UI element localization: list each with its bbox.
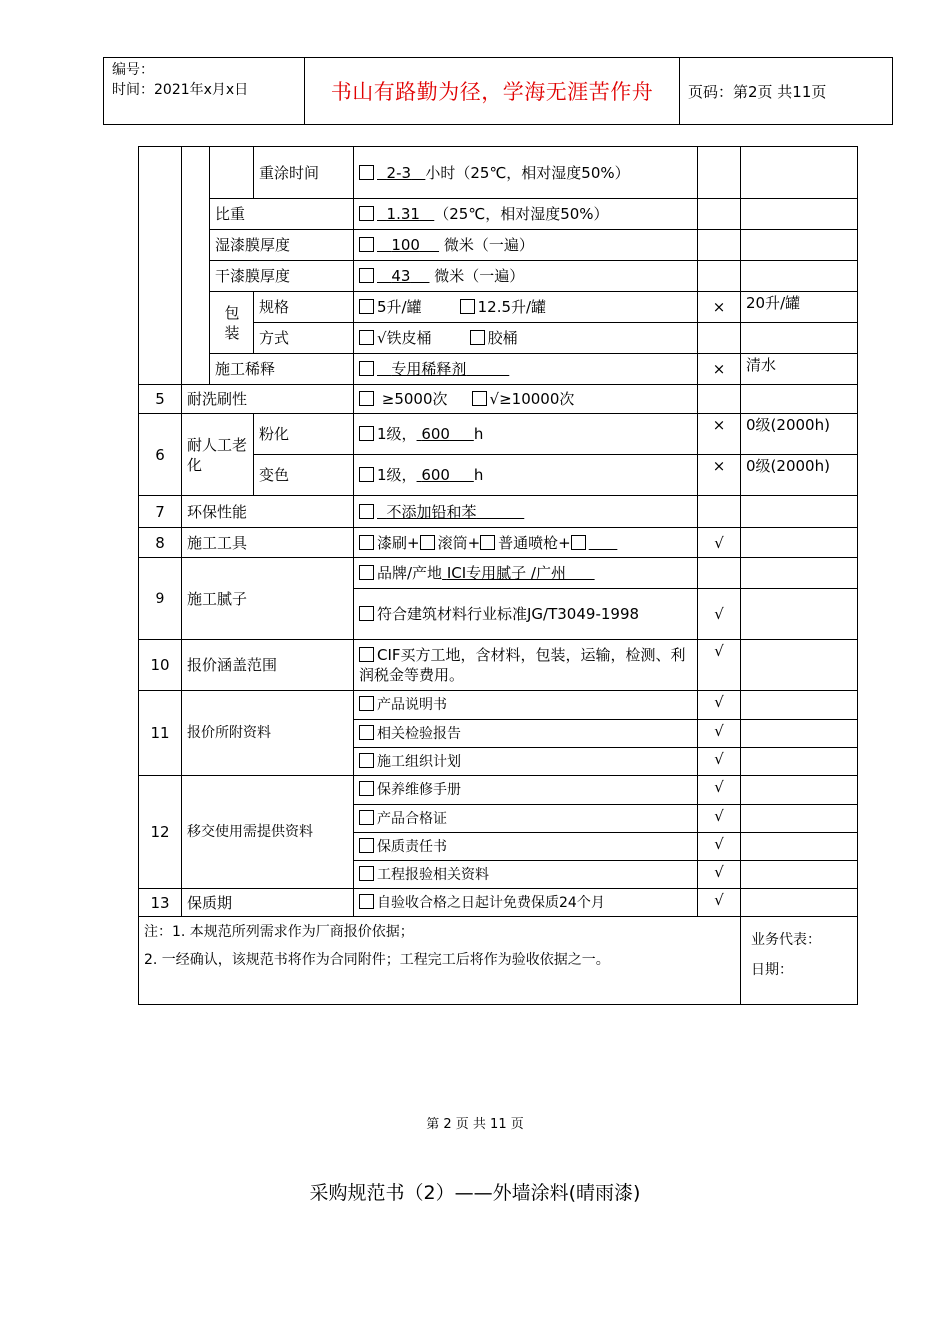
recoat-time-value: 2-3 bbox=[386, 163, 412, 182]
putty-brand-prefix: 品牌/产地 bbox=[377, 564, 443, 582]
chalking-value: 600 bbox=[421, 425, 450, 443]
list-item: 施工组织计划 bbox=[377, 753, 461, 770]
header-page-info: 页码：第2页 共11页 bbox=[688, 82, 827, 101]
checkbox[interactable] bbox=[359, 361, 374, 376]
table-row bbox=[139, 199, 858, 230]
packaging-spec-note: 20升/罐 bbox=[741, 292, 858, 323]
checkbox[interactable] bbox=[359, 894, 374, 909]
row-number: 9 bbox=[139, 558, 182, 640]
tool-spray-gun: 普通喷枪+ bbox=[498, 533, 571, 552]
checkbox[interactable] bbox=[470, 330, 485, 345]
spec-table bbox=[138, 146, 858, 1005]
list-item: 产品合格证 bbox=[377, 810, 447, 827]
representative-label: 业务代表： bbox=[751, 932, 821, 948]
checkbox[interactable] bbox=[359, 237, 374, 252]
packaging-method-option-1: √铁皮桶 bbox=[377, 329, 432, 347]
list-item: 产品说明书 bbox=[377, 697, 447, 713]
wet-film-label: 湿漆膜厚度 bbox=[210, 230, 354, 261]
check-mark: √ bbox=[698, 833, 741, 861]
row-number: 10 bbox=[139, 640, 182, 691]
row-number: 6 bbox=[139, 414, 182, 496]
checkbox[interactable] bbox=[359, 206, 374, 221]
row-number: 13 bbox=[139, 889, 182, 917]
packaging-spec-option-2: 12.5升/罐 bbox=[477, 298, 547, 316]
checkbox[interactable] bbox=[359, 467, 374, 482]
eco-value: 不添加铅和苯 bbox=[386, 502, 477, 521]
discoloration-note: 0级(2000h) bbox=[741, 455, 858, 496]
table-row bbox=[139, 261, 858, 292]
checkbox[interactable] bbox=[359, 565, 374, 580]
table-row bbox=[139, 558, 858, 589]
tool-brush: 漆刷+ bbox=[377, 533, 420, 552]
handover-docs-label: 移交使用需提供资料 bbox=[182, 776, 354, 889]
warranty-value: 自验收合格之日起计免费保质24个月 bbox=[377, 894, 605, 911]
chalking-mark: × bbox=[698, 414, 741, 455]
recoat-time-label: 重涂时间 bbox=[254, 147, 354, 199]
discoloration-value: 600 bbox=[421, 466, 450, 484]
putty-mark: √ bbox=[698, 589, 741, 640]
row-number: 11 bbox=[139, 691, 182, 776]
chalking-note: 0级(2000h) bbox=[741, 414, 858, 455]
table-row bbox=[139, 230, 858, 261]
checkbox[interactable] bbox=[359, 725, 374, 740]
dry-film-value: 43 bbox=[391, 267, 411, 285]
warranty-label: 保质期 bbox=[182, 889, 354, 917]
check-mark: √ bbox=[698, 691, 741, 720]
checkbox[interactable] bbox=[359, 330, 374, 345]
chalking-unit: h bbox=[473, 425, 484, 443]
dry-film-label: 干漆膜厚度 bbox=[210, 261, 354, 292]
header-motto: 书山有路勤为径，学海无涯苦作舟 bbox=[305, 58, 680, 124]
specific-gravity-suffix: （25℃，相对湿度50%） bbox=[434, 205, 609, 223]
checkbox[interactable] bbox=[359, 866, 374, 881]
quote-scope-value: CIF买方工地，含材料，包装，运输，检测、利润税金等费用。 bbox=[359, 646, 686, 684]
table-row bbox=[139, 292, 858, 323]
page-header bbox=[103, 57, 893, 125]
date-label: 时间：2021年x月x日 bbox=[112, 82, 249, 98]
row-number: 7 bbox=[139, 496, 182, 528]
table-row bbox=[139, 640, 858, 691]
table-row bbox=[139, 496, 858, 528]
discoloration-label: 变色 bbox=[254, 455, 354, 496]
checkbox[interactable] bbox=[359, 647, 374, 662]
table-row bbox=[139, 147, 858, 199]
note-2: 2. 一经确认，该规范书将作为合同附件；工程完工后将作为验收依据之一。 bbox=[144, 952, 610, 968]
row-number: 5 bbox=[139, 385, 182, 414]
checkbox[interactable] bbox=[359, 299, 374, 314]
table-row bbox=[139, 776, 858, 805]
table-row bbox=[139, 889, 858, 917]
checkbox[interactable] bbox=[359, 753, 374, 768]
tool-roller: 滚筒+ bbox=[437, 533, 481, 552]
table-row bbox=[139, 354, 858, 385]
quote-scope-label: 报价涵盖范围 bbox=[182, 640, 354, 691]
signature-date-label: 日期： bbox=[751, 962, 793, 978]
packaging-method-option-2: 胶桶 bbox=[487, 329, 518, 347]
notes bbox=[139, 917, 741, 1005]
list-item: 保质责任书 bbox=[377, 838, 447, 855]
packaging-method-label: 方式 bbox=[254, 323, 354, 354]
signature-block bbox=[741, 917, 858, 1005]
specific-gravity-label: 比重 bbox=[210, 199, 354, 230]
checkbox[interactable] bbox=[480, 535, 495, 550]
checkbox[interactable] bbox=[472, 391, 487, 406]
checkbox[interactable] bbox=[359, 696, 374, 711]
packaging-spec-label: 规格 bbox=[254, 292, 354, 323]
discoloration-mark: × bbox=[698, 455, 741, 496]
discoloration-unit: h bbox=[473, 466, 484, 484]
table-row bbox=[139, 917, 858, 1005]
checkbox[interactable] bbox=[359, 838, 374, 853]
row-number: 12 bbox=[139, 776, 182, 889]
checkbox[interactable] bbox=[359, 268, 374, 283]
check-mark: √ bbox=[698, 889, 741, 917]
recoat-time-suffix: 小时（25℃，相对湿度50%） bbox=[425, 163, 630, 182]
checkbox[interactable] bbox=[460, 299, 475, 314]
page-number: 第 2 页 共 11 页 bbox=[426, 1117, 524, 1132]
table-row bbox=[139, 414, 858, 455]
washability-option-2: √≥10000次 bbox=[489, 390, 575, 408]
list-item: 保养维修手册 bbox=[377, 782, 461, 798]
packaging-spec-option-1: 5升/罐 bbox=[377, 298, 422, 316]
table-row bbox=[139, 385, 858, 414]
checkbox[interactable] bbox=[359, 606, 374, 621]
wet-film-suffix: 微米（一遍） bbox=[443, 236, 534, 254]
thinning-label: 施工稀释 bbox=[210, 354, 354, 385]
serial-label: 编号： bbox=[112, 62, 154, 78]
check-mark: √ bbox=[698, 776, 741, 805]
putty-standard: 符合建筑材料行业标准JG/T3049-1998 bbox=[377, 605, 640, 623]
row-number: 8 bbox=[139, 528, 182, 558]
discoloration-prefix: 1级， bbox=[377, 466, 417, 484]
aging-label: 耐人工老化 bbox=[182, 414, 254, 496]
table-row bbox=[139, 691, 858, 720]
header-meta bbox=[104, 58, 305, 124]
table-row bbox=[139, 528, 858, 558]
check-mark: √ bbox=[698, 861, 741, 889]
chalking-label: 粉化 bbox=[254, 414, 354, 455]
putty-brand-value: ICI专用腻子 /广州 bbox=[446, 564, 566, 582]
chalking-prefix: 1级， bbox=[377, 425, 417, 443]
note-1: 注：1. 本规范所列需求作为厂商报价依据； bbox=[144, 924, 414, 940]
check-mark: √ bbox=[698, 720, 741, 748]
quote-docs-label: 报价所附资料 bbox=[182, 691, 354, 776]
checkbox[interactable] bbox=[359, 810, 374, 825]
checkbox[interactable] bbox=[420, 535, 435, 550]
checkbox[interactable] bbox=[359, 426, 374, 441]
dry-film-suffix: 微米（一遍） bbox=[434, 267, 525, 285]
washability-option-1: ≥5000次 bbox=[381, 390, 448, 408]
tools-mark: √ bbox=[698, 528, 741, 558]
thinning-mark: × bbox=[698, 354, 741, 385]
putty-label: 施工腻子 bbox=[182, 558, 354, 640]
checkbox[interactable] bbox=[359, 391, 374, 406]
list-item: 相关检验报告 bbox=[377, 725, 461, 742]
checkbox[interactable] bbox=[359, 504, 374, 519]
specific-gravity-value: 1.31 bbox=[386, 205, 420, 223]
wet-film-value: 100 bbox=[391, 236, 420, 254]
packaging-spec-mark: × bbox=[698, 292, 741, 323]
check-mark: √ bbox=[698, 805, 741, 833]
checkbox[interactable] bbox=[359, 535, 374, 550]
checkbox[interactable] bbox=[359, 165, 374, 180]
list-item: 工程报验相关资料 bbox=[377, 866, 489, 883]
document-title: 采购规范书（2）——外墙涂料(晴雨漆) bbox=[309, 1182, 641, 1204]
checkbox[interactable] bbox=[571, 535, 586, 550]
check-mark: √ bbox=[698, 748, 741, 776]
thinning-note: 清水 bbox=[741, 354, 858, 385]
tools-label: 施工工具 bbox=[182, 528, 354, 558]
washability-label: 耐洗刷性 bbox=[182, 385, 354, 414]
eco-label: 环保性能 bbox=[182, 496, 354, 528]
thinning-value: 专用稀释剂 bbox=[391, 360, 467, 378]
quote-scope-mark: √ bbox=[698, 640, 741, 691]
checkbox[interactable] bbox=[359, 781, 374, 796]
packaging-label: 包 装 bbox=[210, 292, 254, 354]
